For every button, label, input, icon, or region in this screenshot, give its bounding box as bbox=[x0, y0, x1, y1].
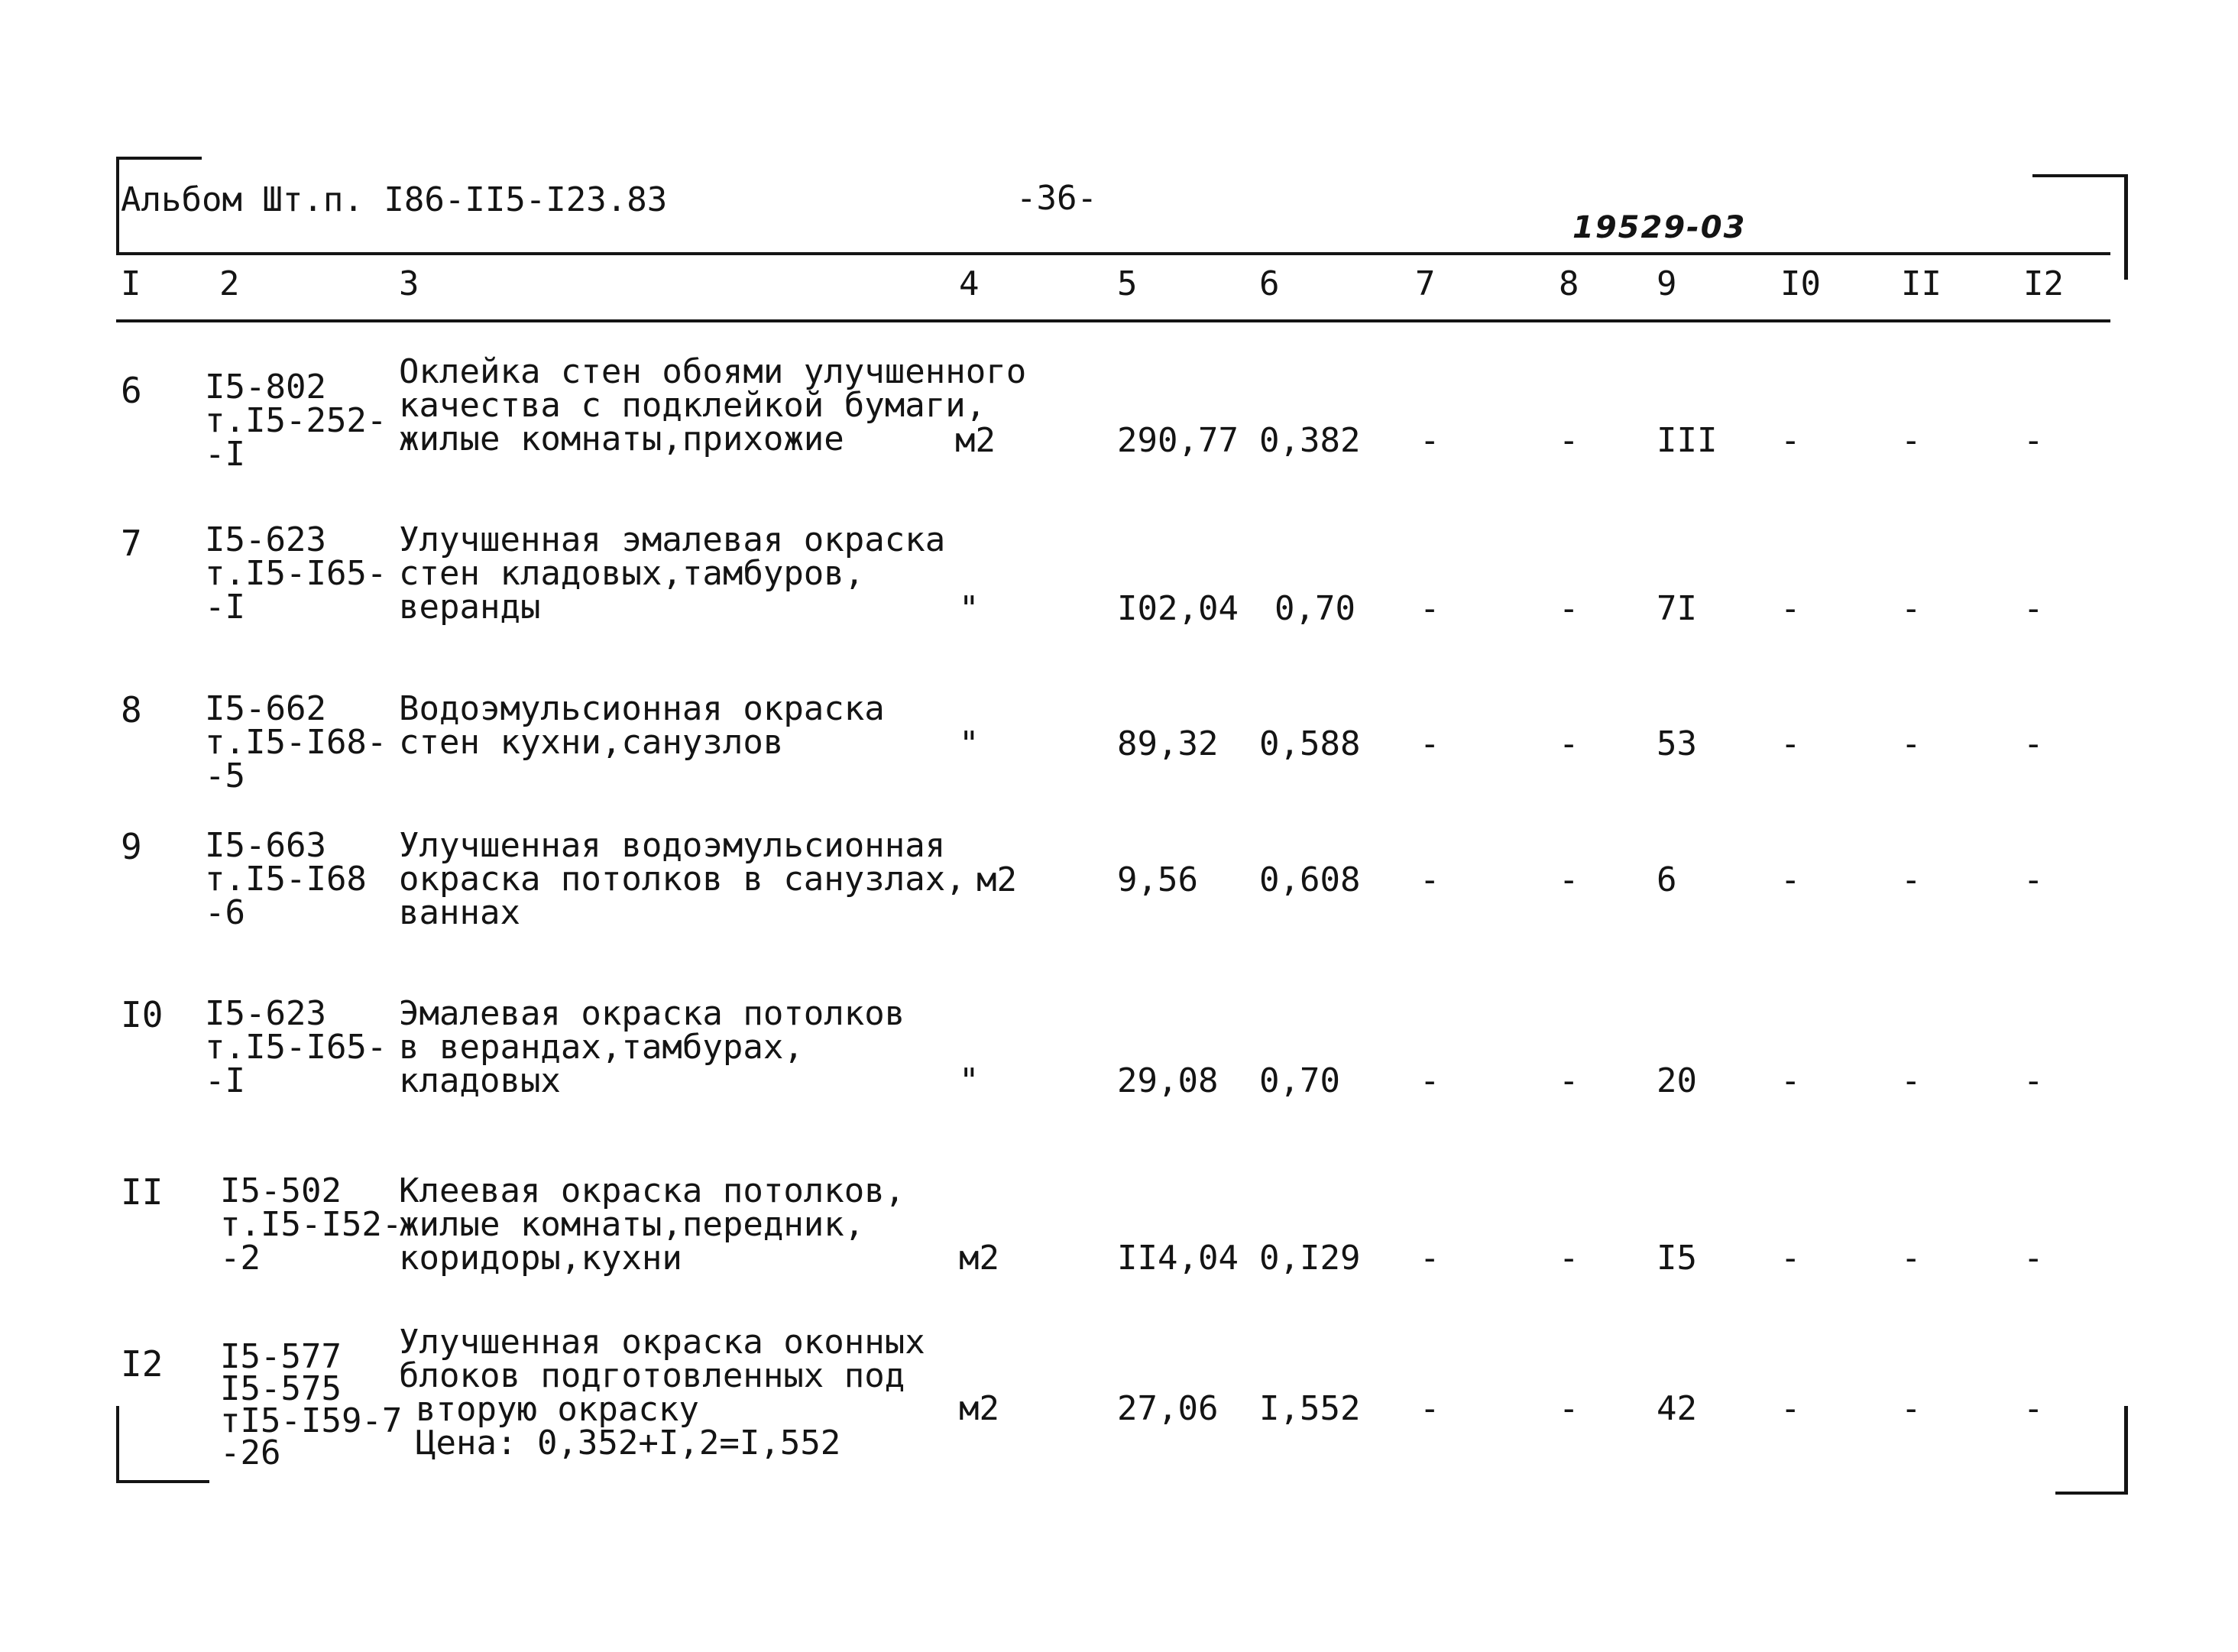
column-header-4: 4 bbox=[959, 264, 980, 303]
header-bottom-rule bbox=[116, 319, 2110, 322]
row-code: I5-802 т.I5-252- -I bbox=[205, 368, 387, 474]
row-col-11: - bbox=[1901, 1061, 1922, 1100]
row-code: I5-623 т.I5-I65- -I bbox=[205, 520, 387, 627]
row-col-11: - bbox=[1901, 1389, 1922, 1428]
row-col-9: I5 bbox=[1657, 1239, 1697, 1278]
column-header-5: 5 bbox=[1117, 264, 1138, 303]
frame-corner-bottom-left-v bbox=[116, 1406, 119, 1482]
row-col-9: 6 bbox=[1657, 860, 1677, 899]
row-code: I5-502 т.I5-I52- -2 bbox=[220, 1171, 403, 1278]
frame-corner-bottom-right-h bbox=[2055, 1492, 2128, 1495]
column-header-1: I bbox=[121, 264, 141, 303]
row-col-9: III bbox=[1657, 421, 1718, 460]
row-rate: 0,608 bbox=[1259, 860, 1361, 899]
row-unit: м2 bbox=[959, 1239, 999, 1278]
row-col-8: - bbox=[1559, 1389, 1579, 1428]
row-description: Улучшенная эмалевая окраска стен кладовых,тамбуров, веранды bbox=[399, 520, 946, 627]
row-number: I2 bbox=[121, 1343, 164, 1385]
row-number: I0 bbox=[121, 994, 164, 1035]
frame-corner-bottom-right-v bbox=[2124, 1406, 2128, 1494]
row-col-8: - bbox=[1559, 421, 1579, 460]
row-col-12: - bbox=[2023, 1239, 2044, 1278]
header-top-rule bbox=[116, 252, 2110, 255]
row-col-12: - bbox=[2023, 1389, 2044, 1428]
row-col-8: - bbox=[1559, 589, 1579, 628]
row-col-12: - bbox=[2023, 421, 2044, 460]
frame-corner-top-left-h bbox=[116, 157, 202, 160]
row-col-10: - bbox=[1780, 724, 1801, 763]
row-col-12: - bbox=[2023, 724, 2044, 763]
column-header-9: 9 bbox=[1657, 264, 1677, 303]
column-header-8: 8 bbox=[1559, 264, 1579, 303]
row-col-8: - bbox=[1559, 724, 1579, 763]
page-number: -36- bbox=[1016, 179, 1097, 218]
row-col-11: - bbox=[1901, 1239, 1922, 1278]
doc-number: 19529-03 bbox=[1572, 210, 1747, 245]
row-code: I5-663 т.I5-I68 -6 bbox=[205, 826, 367, 932]
row-col-7: - bbox=[1420, 1061, 1440, 1100]
row-rate: 0,588 bbox=[1259, 724, 1361, 763]
row-col-10: - bbox=[1780, 1061, 1801, 1100]
row-description: Эмалевая окраска потолков в верандах,тамбурах, кладовых bbox=[399, 994, 905, 1100]
row-col-10: - bbox=[1780, 1389, 1801, 1428]
column-header-6: 6 bbox=[1259, 264, 1280, 303]
row-col-12: - bbox=[2023, 860, 2044, 899]
row-col-12: - bbox=[2023, 1061, 2044, 1100]
row-quantity: II4,04 bbox=[1117, 1239, 1239, 1278]
row-col-9: 53 bbox=[1657, 724, 1697, 763]
row-rate: 0,I29 bbox=[1259, 1239, 1361, 1278]
row-code: I5-577 I5-575 тI5-I59-7 -26 bbox=[220, 1337, 403, 1472]
album-title: Альбом Шт.п. I86-II5-I23.83 bbox=[121, 180, 668, 219]
row-col-11: - bbox=[1901, 724, 1922, 763]
row-col-7: - bbox=[1420, 860, 1440, 899]
row-col-7: - bbox=[1420, 724, 1440, 763]
row-col-8: - bbox=[1559, 1061, 1579, 1100]
row-rate: 0,70 bbox=[1274, 589, 1355, 628]
row-quantity: 27,06 bbox=[1117, 1389, 1219, 1428]
row-rate: I,552 bbox=[1259, 1389, 1361, 1428]
row-col-10: - bbox=[1780, 589, 1801, 628]
column-header-7: 7 bbox=[1415, 264, 1436, 303]
row-description: Улучшенная окраска оконных блоков подготовленных под вторую окраску Цена: 0,352+I,2=I,552 bbox=[399, 1323, 925, 1463]
row-unit: " bbox=[959, 1061, 980, 1100]
row-quantity: I02,04 bbox=[1117, 589, 1239, 628]
row-col-10: - bbox=[1780, 421, 1801, 460]
row-description: Водоэмульсионная окраска стен кухни,санузлов bbox=[399, 689, 885, 762]
row-quantity: 9,56 bbox=[1117, 860, 1198, 899]
row-col-9: 42 bbox=[1657, 1389, 1697, 1428]
row-col-10: - bbox=[1780, 860, 1801, 899]
column-header-10: I0 bbox=[1780, 264, 1821, 303]
row-number: 7 bbox=[121, 523, 142, 564]
row-unit: м2 bbox=[955, 421, 996, 460]
row-col-9: 7I bbox=[1657, 589, 1697, 628]
column-header-12: I2 bbox=[2023, 264, 2064, 303]
frame-corner-top-right-v bbox=[2124, 174, 2128, 280]
row-number: 6 bbox=[121, 370, 142, 411]
frame-corner-top-right-h bbox=[2032, 174, 2127, 177]
row-col-7: - bbox=[1420, 1389, 1440, 1428]
frame-corner-top-left-v bbox=[116, 157, 119, 252]
column-header-11: II bbox=[1901, 264, 1942, 303]
row-number: 9 bbox=[121, 826, 142, 867]
row-col-8: - bbox=[1559, 860, 1579, 899]
row-col-10: - bbox=[1780, 1239, 1801, 1278]
row-code: I5-662 т.I5-I68- -5 bbox=[205, 689, 387, 795]
row-col-11: - bbox=[1901, 421, 1922, 460]
row-col-12: - bbox=[2023, 589, 2044, 628]
frame-corner-bottom-left-h bbox=[116, 1480, 209, 1483]
row-unit: " bbox=[959, 589, 980, 628]
row-quantity: 89,32 bbox=[1117, 724, 1219, 763]
row-col-11: - bbox=[1901, 860, 1922, 899]
row-quantity: 29,08 bbox=[1117, 1061, 1219, 1100]
row-col-7: - bbox=[1420, 1239, 1440, 1278]
row-col-7: - bbox=[1420, 589, 1440, 628]
row-unit: м2 bbox=[959, 1389, 999, 1428]
row-col-8: - bbox=[1559, 1239, 1579, 1278]
column-header-2: 2 bbox=[219, 264, 240, 303]
row-number: 8 bbox=[121, 689, 142, 730]
row-unit: " bbox=[959, 724, 980, 763]
row-col-9: 20 bbox=[1657, 1061, 1697, 1100]
row-col-7: - bbox=[1420, 421, 1440, 460]
row-number: II bbox=[121, 1171, 164, 1213]
row-rate: 0,382 bbox=[1259, 421, 1361, 460]
row-description: Клеевая окраска потолков, жилые комнаты,передник, коридоры,кухни bbox=[399, 1171, 905, 1278]
column-header-3: 3 bbox=[399, 264, 419, 303]
row-col-11: - bbox=[1901, 589, 1922, 628]
row-rate: 0,70 bbox=[1259, 1061, 1340, 1100]
row-description: Оклейка стен обоями улучшенного качества с подклейкой бумаги, жилые комнаты,прихожие bbox=[399, 352, 1027, 458]
row-description: Улучшенная водоэмульсионная окраска потолков в санузлах, ваннах bbox=[399, 826, 966, 932]
row-unit: м2 bbox=[976, 860, 1017, 899]
row-quantity: 290,77 bbox=[1117, 421, 1239, 460]
row-code: I5-623 т.I5-I65- -I bbox=[205, 994, 387, 1100]
